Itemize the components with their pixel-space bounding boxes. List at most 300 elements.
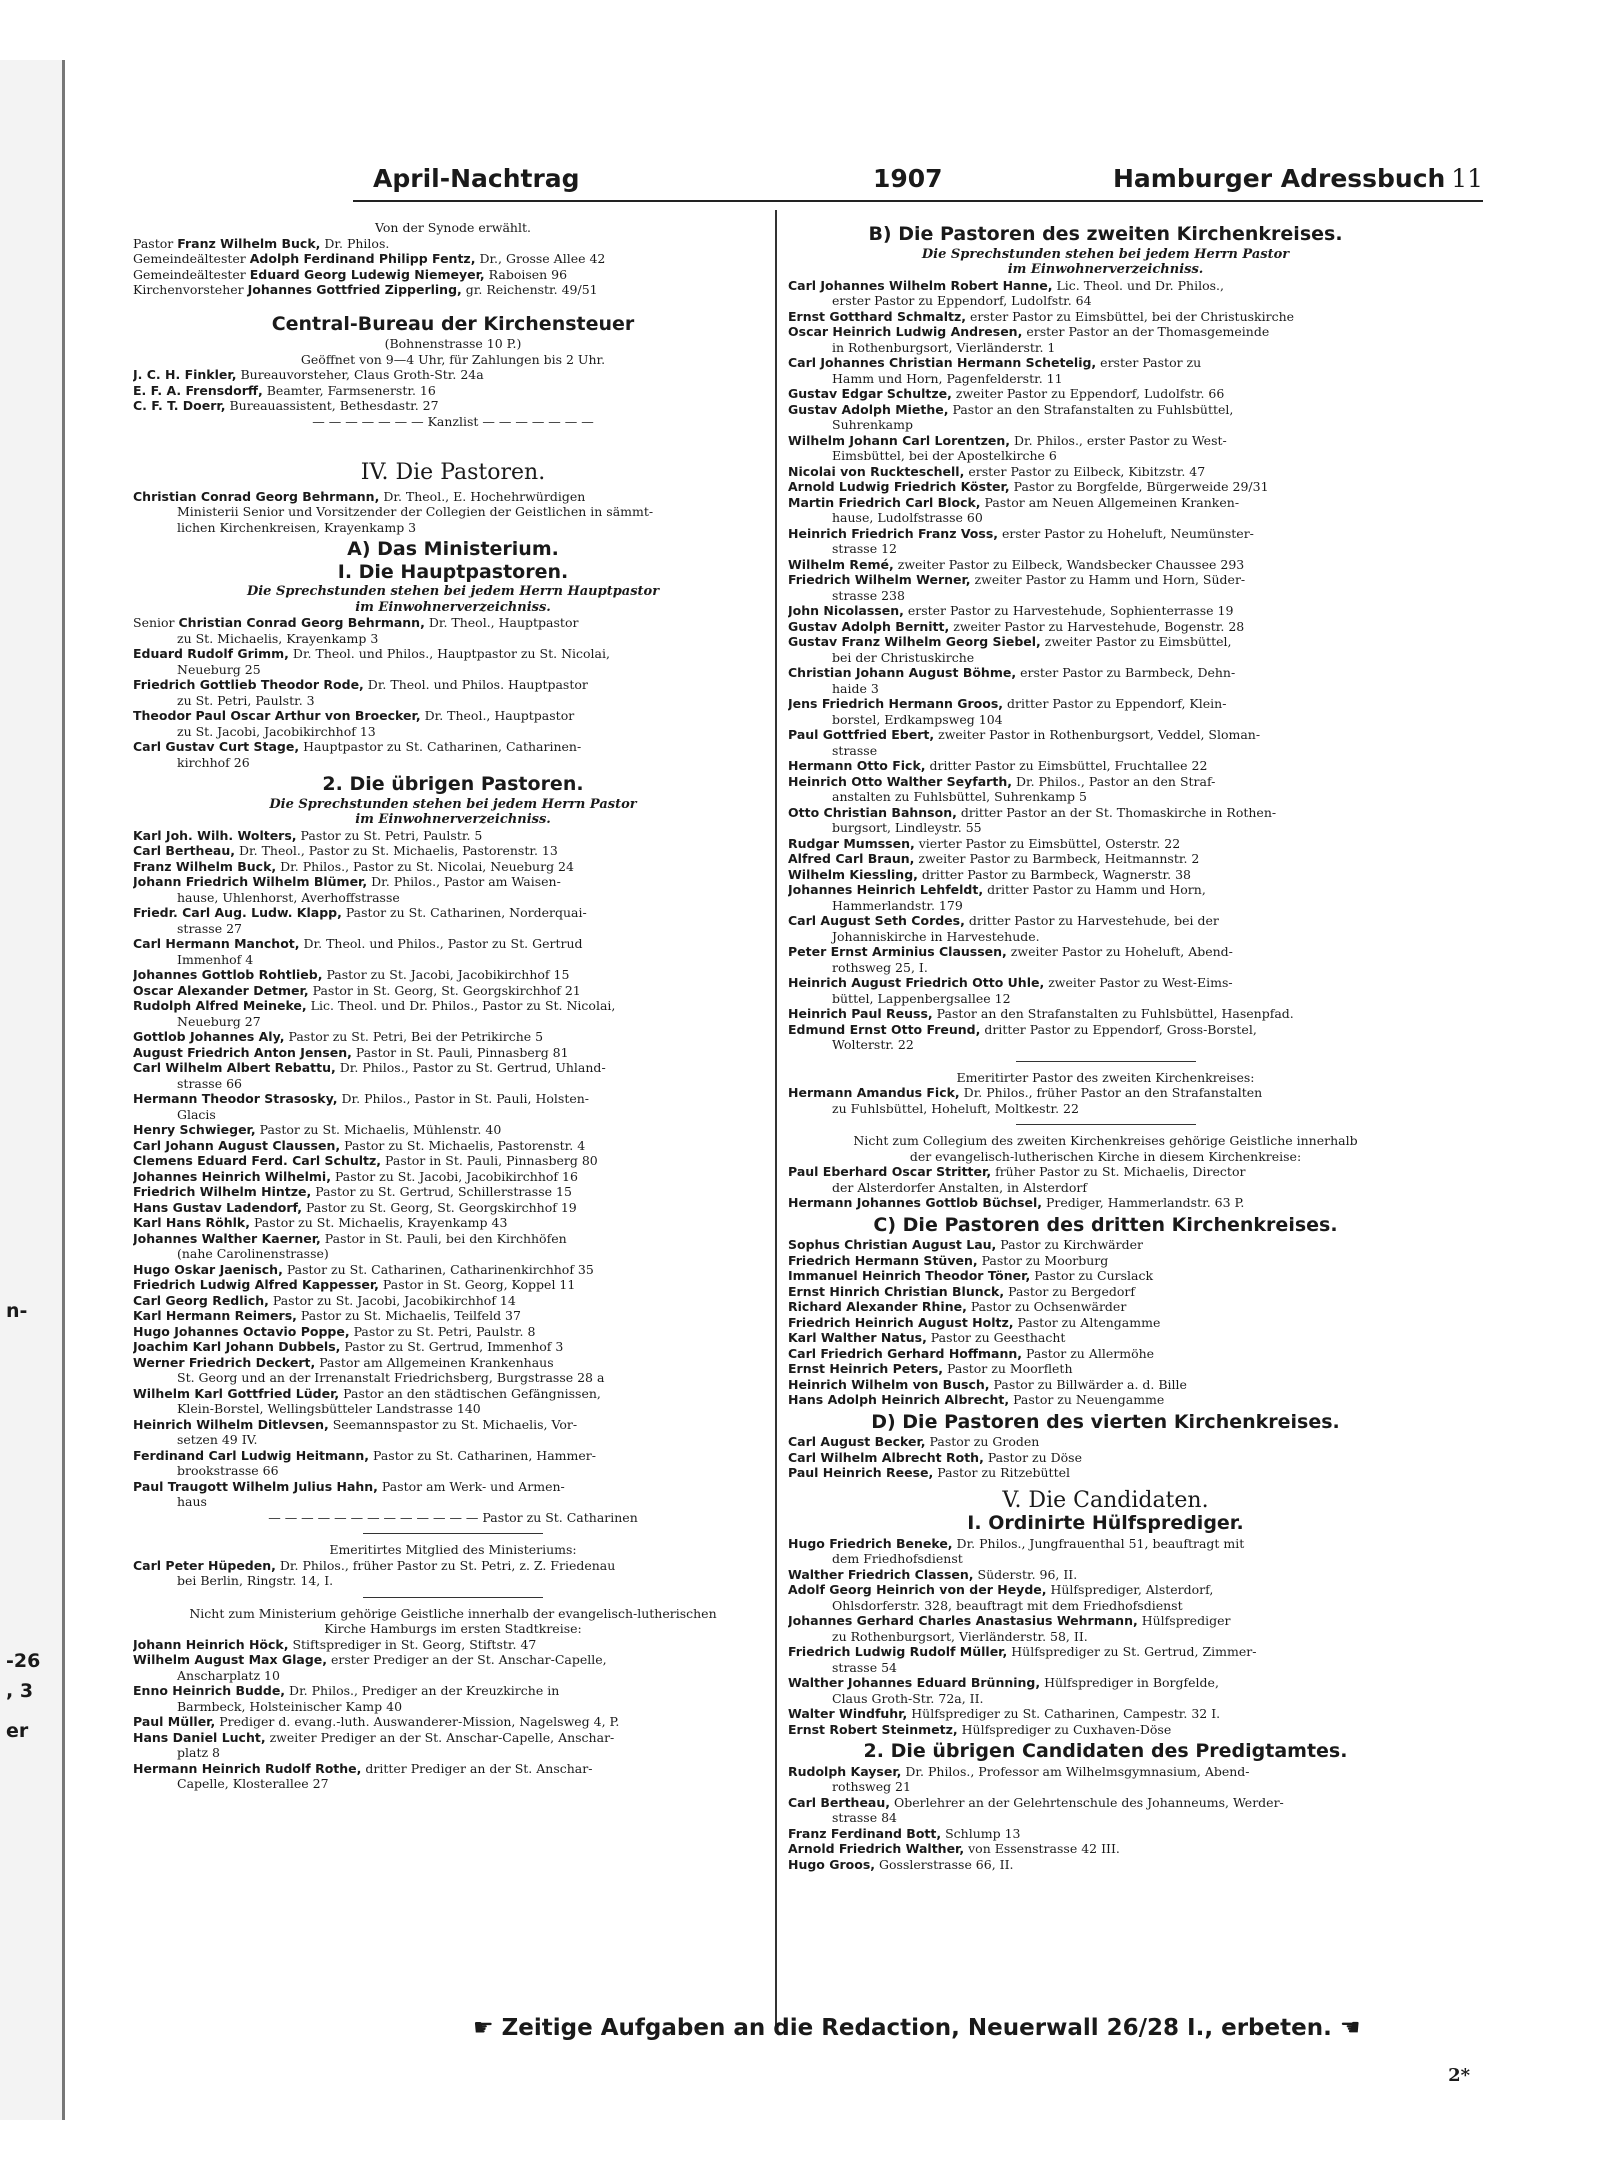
entry-details: Pastor an den Strafanstalten zu Fuhlsbüttel, Hasenpfad.	[936, 1006, 1294, 1021]
entry-name: Carl Johannes Wilhelm Robert Hanne,	[788, 277, 1053, 293]
entry-continuation: büttel, Lappenbergsallee 12	[832, 990, 1011, 1006]
entry-line	[788, 355, 1423, 371]
entry-name: Karl Joh. Wilh. Wolters,	[133, 827, 297, 843]
entry-details: Hülfsprediger zu St. Catharinen, Campestr. 32 I.	[911, 1706, 1221, 1721]
entry-name: Theodor Paul Oscar Arthur von Broecker,	[133, 708, 421, 723]
entry-details: Pastor zu Ochsenwärder	[970, 1299, 1127, 1314]
entry-continuation: Ministerii Senior und Vorsitzender der Collegien der Geistlichen in sämmt-	[177, 504, 654, 519]
entry-line	[788, 1644, 1423, 1660]
entry-line	[788, 696, 1423, 712]
entry-details: Hauptpastor zu St. Catharinen, Catharinen-	[303, 739, 582, 754]
entry-continuation: Capelle, Klosterallee 27	[177, 1776, 329, 1791]
entry-name: Heinrich August Friedrich Otto Uhle,	[788, 975, 1045, 990]
entry-details: Pastor zu Döse	[987, 1449, 1082, 1465]
entry-continuation: strasse 54	[832, 1659, 897, 1675]
entry-details: Lic. Theol. und Dr. Philos.,	[1056, 277, 1224, 293]
entry-line	[133, 677, 773, 693]
entry-line	[788, 433, 1423, 449]
entry-details: Pastor zu Moorfleth	[947, 1361, 1073, 1376]
entry-details: erster Pastor zu Hoheluft, Neumünster-	[1002, 525, 1254, 541]
entry-name: Gustav Adolph Bernitt,	[788, 618, 950, 634]
entry-name: Johannes Walther Kaerner,	[133, 1230, 321, 1246]
entry-continuation: bei der Christuskirche	[832, 649, 975, 665]
entry-name: Heinrich Friedrich Franz Voss,	[788, 525, 999, 541]
entry-line	[788, 572, 1423, 588]
entry-line	[788, 526, 1423, 542]
entry-line	[133, 843, 773, 859]
entry-name: Friedrich Gottlieb Theodor Rode,	[133, 677, 364, 692]
entry-continuation: platz 8	[177, 1745, 220, 1760]
entry-line	[788, 402, 1423, 418]
entry-line	[133, 1761, 773, 1777]
entry-name: Joachim Karl Johann Dubbels,	[133, 1339, 341, 1354]
entry-details: Dr. Philos., Pastor zu St. Nicolai, Neueburg 24	[280, 858, 574, 874]
entry-name: Karl Hermann Reimers,	[133, 1308, 297, 1323]
entry-name: Hugo Groos,	[788, 1856, 876, 1872]
separator-rule	[1016, 1061, 1196, 1062]
entry-line	[788, 324, 1423, 340]
entry-name: Paul Müller,	[133, 1714, 216, 1729]
entry-line	[788, 1706, 1423, 1722]
entry-continuation: Wolterstr. 22	[832, 1037, 914, 1052]
entry-details: Pastor zu St. Gertrud, Schillerstrasse 15	[315, 1184, 572, 1199]
entry-details: Pastor zu St. Michaelis, Pastorenstr. 4	[344, 1137, 586, 1153]
entry-line	[133, 739, 773, 755]
entry-line	[788, 665, 1423, 681]
entry-line	[788, 882, 1423, 898]
entry-details: Pastor zu St. Jacobi, Jacobikirchhof 16	[334, 1168, 578, 1184]
italic-note: im Einwohnerverzeichniss.	[355, 599, 551, 615]
entry-name: Enno Heinrich Budde,	[133, 1683, 286, 1698]
entry-line	[788, 1299, 1423, 1315]
entry-name: Franz Wilhelm Buck,	[133, 858, 277, 874]
entry-continuation: strasse 27	[177, 920, 242, 936]
entry-details: Hülfsprediger in Borgfelde,	[1044, 1675, 1219, 1690]
entry-details: Hülfsprediger zu St. Gertrud, Zimmer-	[1011, 1644, 1257, 1659]
entry-name: Carl August Seth Cordes,	[788, 913, 965, 928]
entry-line	[788, 1361, 1423, 1377]
entry-name: Christian Conrad Georg Behrmann,	[178, 615, 425, 630]
entry-name: Carl Georg Redlich,	[133, 1292, 269, 1308]
entry-line	[133, 1169, 773, 1185]
section-heading: Central-Bureau der Kirchensteuer	[271, 312, 635, 335]
entry-details: Pastor zu St. Michaelis, Mühlenstr. 40	[259, 1122, 502, 1137]
entry-name: C. F. T. Doerr,	[133, 398, 226, 413]
entry-continuation: kirchhof 26	[177, 754, 250, 770]
entry-name: Carl Wilhelm Albert Rebattu,	[133, 1060, 336, 1075]
entry-details: Pastor zu Geesthacht	[930, 1330, 1066, 1345]
entry-line	[788, 386, 1423, 402]
entry-details: zweiter Pastor zu West-Eims-	[1048, 975, 1233, 990]
left-column	[133, 220, 773, 1792]
entry-line	[133, 1637, 773, 1653]
entry-name: Nicolai von Ruckteschell,	[788, 463, 965, 479]
note-line: Nicht zum Ministerium gehörige Geistliche innerhalb der evangelisch-lutherischen	[189, 1605, 717, 1621]
entry-name: Immanuel Heinrich Theodor Töner,	[788, 1268, 1031, 1283]
separator-rule	[363, 1533, 543, 1534]
entry-details: Dr. Theol. und Philos., Pastor zu St. Gertrud	[303, 936, 583, 951]
entry-line	[788, 479, 1423, 495]
note-line: der evangelisch-lutherischen Kirche in diesem Kirchenkreise:	[909, 1148, 1302, 1164]
edge-mark: -26	[6, 1650, 41, 1672]
entry-continuation: zu St. Petri, Paulstr. 3	[177, 692, 315, 708]
entry-details: Bureauvorsteher, Claus Groth-Str. 24a	[240, 367, 484, 382]
entry-name: Rudgar Mumssen,	[788, 835, 915, 851]
entry-details: Pastor am Allgemeinen Krankenhaus	[319, 1354, 554, 1370]
entry-continuation: bei Berlin, Ringstr. 14, I.	[177, 1573, 334, 1588]
entry-name: Friedrich Heinrich August Holtz,	[788, 1314, 1014, 1330]
entry-details: erster Pastor zu	[1100, 355, 1202, 370]
entry-details: Dr. Philos., Pastor zu St. Gertrud, Uhland-	[339, 1060, 606, 1075]
entry-details: Pastor zu St. Petri, Paulstr. 5	[300, 827, 483, 843]
entry-line	[133, 1730, 773, 1746]
entry-details: Pastor zu Billwärder a. d. Bille	[993, 1376, 1187, 1392]
entry-line	[788, 464, 1423, 480]
chapter-heading: V. Die Candidaten.	[1002, 1487, 1209, 1513]
entry-continuation: zu Rothenburgsort, Vierländerstr. 58, II.	[832, 1628, 1088, 1644]
entry-name: Johannes Gottlob Rohtlieb,	[133, 967, 323, 982]
entry-name: Alfred Carl Braun,	[788, 851, 915, 866]
entry-continuation: Johanniskirche in Harvestehude.	[832, 928, 1040, 944]
entry-details: Pastor zu St. Catharinen, Catharinenkirchhof 35	[286, 1261, 594, 1277]
entry-name: Carl Bertheau,	[133, 843, 236, 858]
entry-details: Prediger, Hammerlandstr. 63 P.	[1046, 1195, 1245, 1210]
entry-line	[133, 1683, 773, 1699]
entry-details: Pastor zu St. Michaelis, Krayenkamp 43	[253, 1215, 508, 1230]
entry-title: Senior	[133, 615, 175, 630]
entry-name: Gustav Edgar Schultze,	[788, 386, 952, 401]
entry-details: zweiter Pastor zu Harvestehude, Bogenstr. 28	[953, 618, 1245, 634]
entry-line	[788, 1722, 1423, 1738]
entry-details: Pastor zu St. Petri, Bei der Petrikirche 5	[288, 1029, 544, 1044]
entry-line	[133, 1045, 773, 1061]
entry-details: Dr. Philos., Pastor in St. Pauli, Holsten-	[341, 1091, 590, 1106]
entry-details: dritter Pastor an der St. Thomaskirche in Rothen-	[960, 804, 1277, 820]
entry-details: Pastor zu Altengamme	[1017, 1314, 1161, 1330]
document-page	[118, 160, 1483, 2086]
entry-details: Oberlehrer an der Gelehrtenschule des Johanneums, Werder-	[894, 1794, 1284, 1810]
entry-name: Johann Heinrich Höck,	[133, 1636, 289, 1652]
entry-continuation: St. Georg und an der Irrenanstalt Friedrichsberg, Burgstrasse 28 a	[177, 1370, 605, 1385]
entry-continuation: dem Friedhofsdienst	[832, 1551, 963, 1566]
entry-line	[788, 557, 1423, 573]
section-heading: A) Das Ministerium.	[347, 538, 559, 560]
entry-name: Hans Adolph Heinrich Albrecht,	[788, 1392, 1010, 1407]
entry-details: Pastor an den städtischen Gefängnissen,	[343, 1385, 601, 1401]
entry-name: Eduard Rudolf Grimm,	[133, 646, 289, 661]
entry-details: zweiter Pastor zu Barmbeck, Heitmannstr. 2	[918, 851, 1200, 866]
entry-details: Dr. Philos., Pastor am Waisen-	[371, 874, 561, 889]
entry-continuation: Anscharplatz 10	[177, 1667, 280, 1683]
entry-continuation: Claus Groth-Str. 72a, II.	[832, 1690, 984, 1706]
entry-name: Adolph Ferdinand Philipp Fentz,	[249, 251, 476, 266]
entry-name: Friedrich Ludwig Rudolf Müller,	[788, 1644, 1008, 1659]
entry-details: Pastor zu St. Catharinen, Hammer-	[372, 1447, 596, 1463]
entry-details: zweiter Pastor zu Hoheluft, Abend-	[1010, 944, 1233, 959]
entry-line	[788, 1536, 1423, 1552]
entry-details: Pastor in St. Pauli, bei den Kirchhöfen	[324, 1230, 567, 1246]
entry-name: Heinrich Wilhelm von Busch,	[788, 1376, 990, 1392]
entry-line	[788, 867, 1423, 883]
entry-continuation: rothsweg 21	[832, 1779, 911, 1794]
entry-details: dritter Pastor zu Eppendorf, Gross-Borstel,	[984, 1021, 1257, 1037]
entry-continuation: lichen Kirchenkreisen, Krayenkamp 3	[177, 519, 417, 535]
entry-line	[788, 1346, 1423, 1362]
entry-details: erster Pastor zu Harvestehude, Sophienterrasse 19	[907, 603, 1234, 618]
entry-continuation: hause, Ludolfstrasse 60	[832, 510, 983, 525]
entry-line	[788, 1675, 1423, 1691]
entry-continuation: haide 3	[832, 680, 879, 696]
entry-continuation: borstel, Erdkampsweg 104	[832, 711, 1003, 727]
entry-name: Johannes Gottfried Zipperling,	[247, 282, 462, 297]
header-title: Hamburger Adressbuch	[1113, 164, 1446, 193]
note-line: — — — — — — — Kanzlist — — — — — — —	[312, 413, 594, 429]
entry-details: Pastor zu Neuengamme	[1013, 1392, 1165, 1407]
entry-line	[133, 489, 773, 505]
entry-line	[133, 936, 773, 952]
header-year: 1907	[873, 164, 943, 193]
entry-details: Dr. Theol., E. Hochehrwürdigen	[383, 488, 586, 504]
entry-details: erster Prediger an der St. Anschar-Capelle,	[331, 1652, 607, 1667]
entry-title: Pastor	[133, 235, 174, 251]
entry-name: Oscar Heinrich Ludwig Andresen,	[788, 324, 1023, 339]
entry-name: Friedrich Wilhelm Werner,	[788, 572, 971, 587]
entry-name: Arnold Friedrich Walther,	[788, 1841, 965, 1856]
entry-line	[788, 1795, 1423, 1811]
entry-line	[133, 905, 773, 921]
entry-name: Ernst Hinrich Christian Blunck,	[788, 1283, 1005, 1299]
entry-name: Ernst Gotthard Schmaltz,	[788, 308, 967, 324]
entry-continuation: strasse 84	[832, 1810, 897, 1825]
entry-line	[788, 1330, 1423, 1346]
entry-name: Otto Christian Bahnson,	[788, 804, 957, 820]
entry-line	[133, 1029, 773, 1045]
entry-name: Karl Walther Natus,	[788, 1330, 927, 1345]
entry-line	[788, 1268, 1423, 1284]
entry-name: Ferdinand Carl Ludwig Heitmann,	[133, 1447, 369, 1463]
entry-name: Hermann Johannes Gottlob Büchsel,	[788, 1195, 1043, 1210]
entry-details: Pastor in St. Georg, St. Georgskirchhof 21	[312, 982, 581, 998]
previous-page-edge	[0, 60, 65, 2120]
spacer	[133, 429, 773, 441]
entry-details: Pastor zu St. Georg, St. Georgskirchhof 19	[306, 1199, 577, 1215]
chapter-heading: IV. Die Pastoren.	[360, 460, 546, 485]
entry-details: Pastor am Neuen Allgemeinen Kranken-	[984, 494, 1240, 510]
entry-name: Hermann Theodor Strasosky,	[133, 1091, 338, 1106]
entry-continuation: Neueburg 25	[177, 661, 261, 677]
entry-continuation: Immenhof 4	[177, 951, 254, 967]
entry-name: August Friedrich Anton Jensen,	[133, 1044, 352, 1060]
entry-line	[133, 1417, 773, 1433]
entry-line	[133, 859, 773, 875]
entry-details: dritter Pastor zu Eppendorf, Klein-	[1007, 696, 1227, 711]
entry-name: Wilhelm Remé,	[788, 556, 894, 572]
entry-line	[788, 309, 1423, 325]
page-number: 11	[1451, 164, 1483, 193]
entry-details: Gosslerstrasse 66, II.	[879, 1856, 1014, 1872]
entry-line	[133, 828, 773, 844]
entry-name: Rudolph Kayser,	[788, 1763, 902, 1779]
entry-line	[133, 998, 773, 1014]
entry-details: erster Pastor an der Thomasgemeinde	[1026, 324, 1270, 339]
entry-name: Carl Johann August Claussen,	[133, 1137, 341, 1153]
italic-note: Die Sprechstunden stehen bei jedem Herrn Pastor	[921, 246, 1290, 262]
entry-name: Friedrich Ludwig Alfred Kappesser,	[133, 1277, 379, 1292]
entry-continuation: zu St. Jacobi, Jacobikirchhof 13	[177, 723, 376, 739]
entry-name: Johann Friedrich Wilhelm Blümer,	[133, 874, 368, 889]
entry-line	[133, 1324, 773, 1340]
entry-line	[133, 1558, 773, 1574]
entry-details: Pastor in St. Georg, Koppel 11	[382, 1277, 576, 1292]
entry-name: Paul Eberhard Oscar Stritter,	[788, 1164, 992, 1179]
entry-name: Johannes Heinrich Wilhelmi,	[133, 1168, 331, 1184]
section-heading: C) Die Pastoren des dritten Kirchenkreises.	[873, 1213, 1338, 1236]
entry-continuation: setzen 49 IV.	[177, 1432, 258, 1447]
entry-line	[133, 1293, 773, 1309]
entry-name: Friedrich Hermann Stüven,	[788, 1252, 978, 1268]
entry-title: Gemeindeältester	[133, 266, 246, 282]
entry-details: Pastor zu St. Michaelis, Teilfeld 37	[300, 1308, 521, 1323]
entry-details: vierter Pastor zu Eimsbüttel, Osterstr. 22	[918, 835, 1181, 851]
note-line: Kirche Hamburgs im ersten Stadtkreise:	[324, 1621, 582, 1636]
entry-line	[788, 1237, 1423, 1253]
entry-name: Johannes Gerhard Charles Anastasius Wehrmann,	[788, 1613, 1138, 1628]
entry-line	[133, 1215, 773, 1231]
note-line: Emeritirtes Mitglied des Ministeriums:	[329, 1542, 577, 1557]
entry-name: Karl Hans Röhlk,	[133, 1215, 250, 1230]
entry-line	[788, 944, 1423, 960]
entry-line	[788, 851, 1423, 867]
italic-note: im Einwohnerverzeichniss.	[1007, 262, 1204, 277]
edge-mark: , 3	[6, 1680, 34, 1702]
entry-line	[133, 383, 773, 399]
entry-details: Pastor zu Ritzebüttel	[937, 1465, 1070, 1480]
entry-continuation: Ohlsdorferstr. 328, beauftragt mit dem Friedhofsdienst	[832, 1597, 1183, 1613]
entry-details: Pastor zu Bergedorf	[1008, 1283, 1136, 1299]
entry-name: E. F. A. Frensdorff,	[133, 382, 263, 398]
entry-continuation: burgsort, Lindleystr. 55	[832, 820, 982, 835]
entry-continuation: zu Fuhlsbüttel, Hoheluft, Moltkestr. 22	[832, 1100, 1079, 1116]
entry-details: zweiter Pastor zu Eilbeck, Wandsbecker Chaussee 293	[897, 556, 1245, 572]
entry-name: Hermann Otto Fick,	[788, 758, 926, 773]
entry-line	[788, 1022, 1423, 1038]
entry-details: Dr. Philos., Prediger an der Kreuzkirche in	[289, 1683, 560, 1698]
entry-name: Clemens Eduard Ferd. Carl Schultz,	[133, 1153, 382, 1168]
entry-details: erster Pastor zu Eimsbüttel, bei der Christuskirche	[970, 308, 1295, 324]
entry-line	[788, 1164, 1423, 1180]
entry-details: Dr. Philos.	[324, 235, 390, 251]
entry-line	[788, 1764, 1423, 1780]
entry-line	[133, 251, 773, 267]
entry-line	[133, 398, 773, 414]
note-line: Von der Synode erwählt.	[375, 220, 531, 235]
entry-details: Raboisen 96	[488, 266, 568, 282]
entry-line	[133, 1479, 773, 1495]
entry-name: Walther Friedrich Classen,	[788, 1566, 974, 1582]
entry-line	[788, 1195, 1423, 1211]
entry-name: Heinrich Paul Reuss,	[788, 1006, 933, 1021]
entry-details: Stiftsprediger in St. Georg, Stiftstr. 47	[292, 1636, 537, 1652]
entry-name: Christian Conrad Georg Behrmann,	[133, 488, 380, 504]
entry-line	[133, 1153, 773, 1169]
entry-name: Rudolph Alfred Meineke,	[133, 998, 307, 1013]
entry-name: Wilhelm Johann Carl Lorentzen,	[788, 432, 1010, 448]
entry-continuation: der Alsterdorfer Anstalten, in Alsterdorf	[832, 1179, 1088, 1195]
entry-line	[788, 836, 1423, 852]
spacer	[133, 441, 773, 453]
entry-line	[788, 495, 1423, 511]
entry-details: Pastor zu Allermöhe	[1026, 1345, 1155, 1361]
entry-name: Wilhelm Kiessling,	[788, 866, 918, 882]
entry-name: John Nicolassen,	[788, 603, 904, 618]
entry-name: Oscar Alexander Detmer,	[133, 982, 309, 998]
entry-name: Sophus Christian August Lau,	[788, 1237, 997, 1252]
entry-name: Ernst Robert Steinmetz,	[788, 1721, 958, 1737]
section-heading: 2. Die übrigen Pastoren.	[322, 773, 584, 795]
entry-details: Schlump 13	[945, 1825, 1021, 1841]
entry-continuation: strasse 66	[177, 1075, 242, 1091]
edge-mark: er	[6, 1720, 29, 1742]
entry-name: Richard Alexander Rhine,	[788, 1299, 967, 1314]
entry-name: Martin Friedrich Carl Block,	[788, 494, 981, 510]
entry-name: Werner Friedrich Deckert,	[133, 1354, 316, 1370]
entry-line	[788, 619, 1423, 635]
entry-details: Dr. Theol., Hauptpastor	[428, 615, 579, 630]
entry-name: Gottlob Johannes Aly,	[133, 1029, 285, 1044]
header-left: April-Nachtrag	[373, 164, 580, 193]
entry-line	[788, 774, 1423, 790]
entry-line	[133, 1714, 773, 1730]
entry-name: Paul Gottfried Ebert,	[788, 727, 935, 742]
entry-line	[788, 975, 1423, 991]
entry-line	[133, 967, 773, 983]
entry-name: Carl Gustav Curt Stage,	[133, 739, 300, 754]
entry-line	[788, 1613, 1423, 1629]
entry-details: Pastor zu Curslack	[1034, 1268, 1154, 1283]
entry-continuation: in Rothenburgsort, Vierländerstr. 1	[832, 339, 1056, 355]
entry-details: dritter Pastor zu Harvestehude, bei der	[968, 913, 1219, 928]
entry-details: Dr. Theol., Pastor zu St. Michaelis, Pastorenstr. 13	[239, 843, 558, 858]
entry-name: Johannes Heinrich Lehfeldt,	[788, 882, 984, 897]
entry-continuation: erster Pastor zu Eppendorf, Ludolfstr. 64	[832, 293, 1092, 308]
entry-name: Gustav Adolph Miethe,	[788, 401, 949, 417]
entry-details: dritter Pastor zu Eimsbüttel, Fruchtallee 22	[929, 758, 1208, 773]
entry-line	[788, 1826, 1423, 1842]
column-divider	[775, 210, 777, 2030]
entry-name: Adolf Georg Heinrich von der Heyde,	[788, 1582, 1047, 1597]
entry-name: Carl Johannes Christian Hermann Schetelig,	[788, 355, 1097, 370]
entry-continuation: Neueburg 27	[177, 1013, 261, 1029]
entry-continuation: hause, Uhlenhorst, Averhoffstrasse	[177, 889, 400, 905]
entry-continuation: Hammerlandstr. 179	[832, 897, 963, 913]
entry-line	[133, 1091, 773, 1107]
spacer	[133, 298, 773, 310]
entry-name: Franz Wilhelm Buck,	[177, 235, 321, 251]
entry-continuation: brookstrasse 66	[177, 1463, 279, 1478]
entry-name: Wilhelm August Max Glage,	[133, 1652, 328, 1667]
entry-name: Hermann Heinrich Rudolf Rothe,	[133, 1760, 362, 1776]
entry-continuation: anstalten zu Fuhlsbüttel, Suhrenkamp 5	[832, 789, 1087, 804]
entry-line	[788, 1006, 1423, 1022]
entry-line	[133, 1200, 773, 1216]
entry-details: zweiter Pastor in Rothenburgsort, Veddel, Sloman-	[938, 727, 1261, 742]
entry-continuation: zu St. Michaelis, Krayenkamp 3	[177, 630, 379, 646]
entry-line	[133, 1448, 773, 1464]
section-heading: D) Die Pastoren des vierten Kirchenkreises.	[871, 1410, 1340, 1433]
entry-details: Pastor zu St. Gertrud, Immenhof 3	[344, 1339, 564, 1354]
note-line: Nicht zum Collegium des zweiten Kirchenkreises gehörige Geistliche innerhalb	[853, 1133, 1358, 1148]
entry-details: Dr. Philos., erster Pastor zu West-	[1013, 432, 1227, 448]
